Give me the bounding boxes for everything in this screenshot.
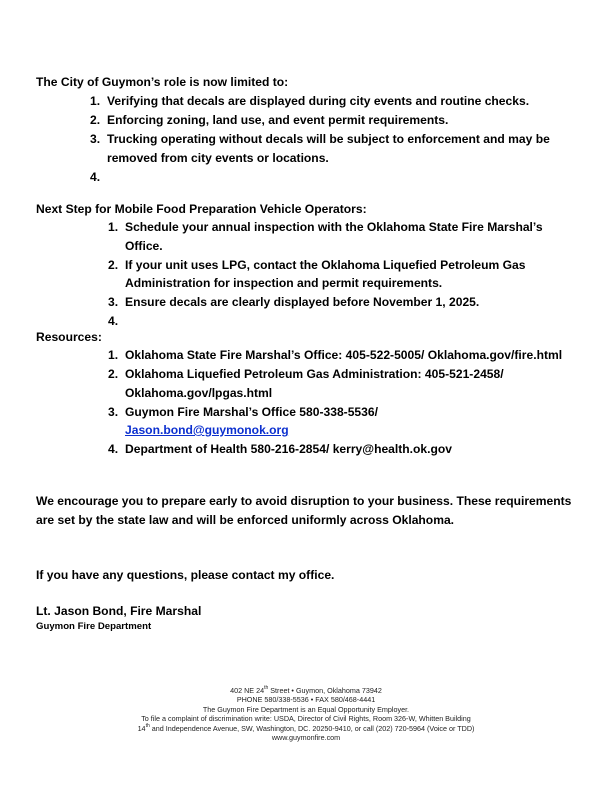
list-item: 4. [108,314,119,328]
footer-website[interactable]: www.guymonfire.com [271,733,341,743]
footer-equal-opportunity: The Guymon Fire Department is an Equal Opportunity Employer. [202,704,410,714]
list-item: 1. Verifying that decals are displayed during city events and routine checks. [90,94,530,108]
list-item: 2. Oklahoma Liquefied Petroleum Gas Administration: 405-521-2458/ Oklahoma.gov/lpgas.html [108,367,504,400]
list-item: 4. [90,169,101,184]
list-item: 4. Department of Health 580-216-2854/ kerry@health.ok.gov [108,442,453,456]
resources-list [108,346,578,459]
list-item: 1. Schedule your annual inspection with the Oklahoma State Fire Marshal’s Office. [108,220,543,253]
email-link[interactable]: Jason.bond@guymonok.org [125,423,289,437]
section-heading-city-role: The City of Guymon’s role is now limited to: [36,75,289,89]
next-step-list [108,218,578,331]
section-heading-resources: Resources: [36,330,102,344]
footer-complaint-line2: 14th and Independence Avenue, SW, Washington, DC. 20250-9410, or call (202) 720-5964 (Voice or TDD) [137,722,475,733]
signature-name: Lt. Jason Bond, Fire Marshal [36,604,202,618]
section-heading-next-step: Next Step for Mobile Food Preparation Vehicle Operators: [36,202,367,216]
city-role-list [90,92,580,187]
list-item: 2. If your unit uses LPG, contact the Oklahoma Liquefied Petroleum Gas Administration for inspection and permit requirements. [108,257,526,290]
letterhead-footer [0,686,612,742]
list-item: 2. Enforcing zoning, land use, and event permit requirements. [90,113,449,127]
encourage-paragraph: We encourage you to prepare early to avoid disruption to your business. These requirements are set by the state law and will be enforced uniformly across Oklahoma. [36,494,572,527]
list-item: 1. Oklahoma State Fire Marshal’s Office: 405-522-5005/ Oklahoma.gov/fire.html [108,348,563,362]
signature-department: Guymon Fire Department [36,621,152,632]
list-item: 3. Guymon Fire Marshal’s Office 580-338-5536/ Jason.bond@guymonok.org [108,404,378,437]
list-item: 3. Trucking operating without decals will be subject to enforcement and may be removed from city events or locations. [90,132,550,165]
footer-address: 402 NE 24th Street • Guymon, Oklahoma 73942 [230,685,382,695]
footer-complaint-line1: To file a complaint of discrimination write: USDA, Director of Civil Rights, Room 326-W, Whitten Building [141,714,471,724]
list-item: 3. Ensure decals are clearly displayed before November 1, 2025. [108,295,480,309]
footer-phone: PHONE 580/338-5536 • FAX 580/468-4441 [236,695,376,705]
questions-paragraph: If you have any questions, please contact my office. [36,568,335,582]
